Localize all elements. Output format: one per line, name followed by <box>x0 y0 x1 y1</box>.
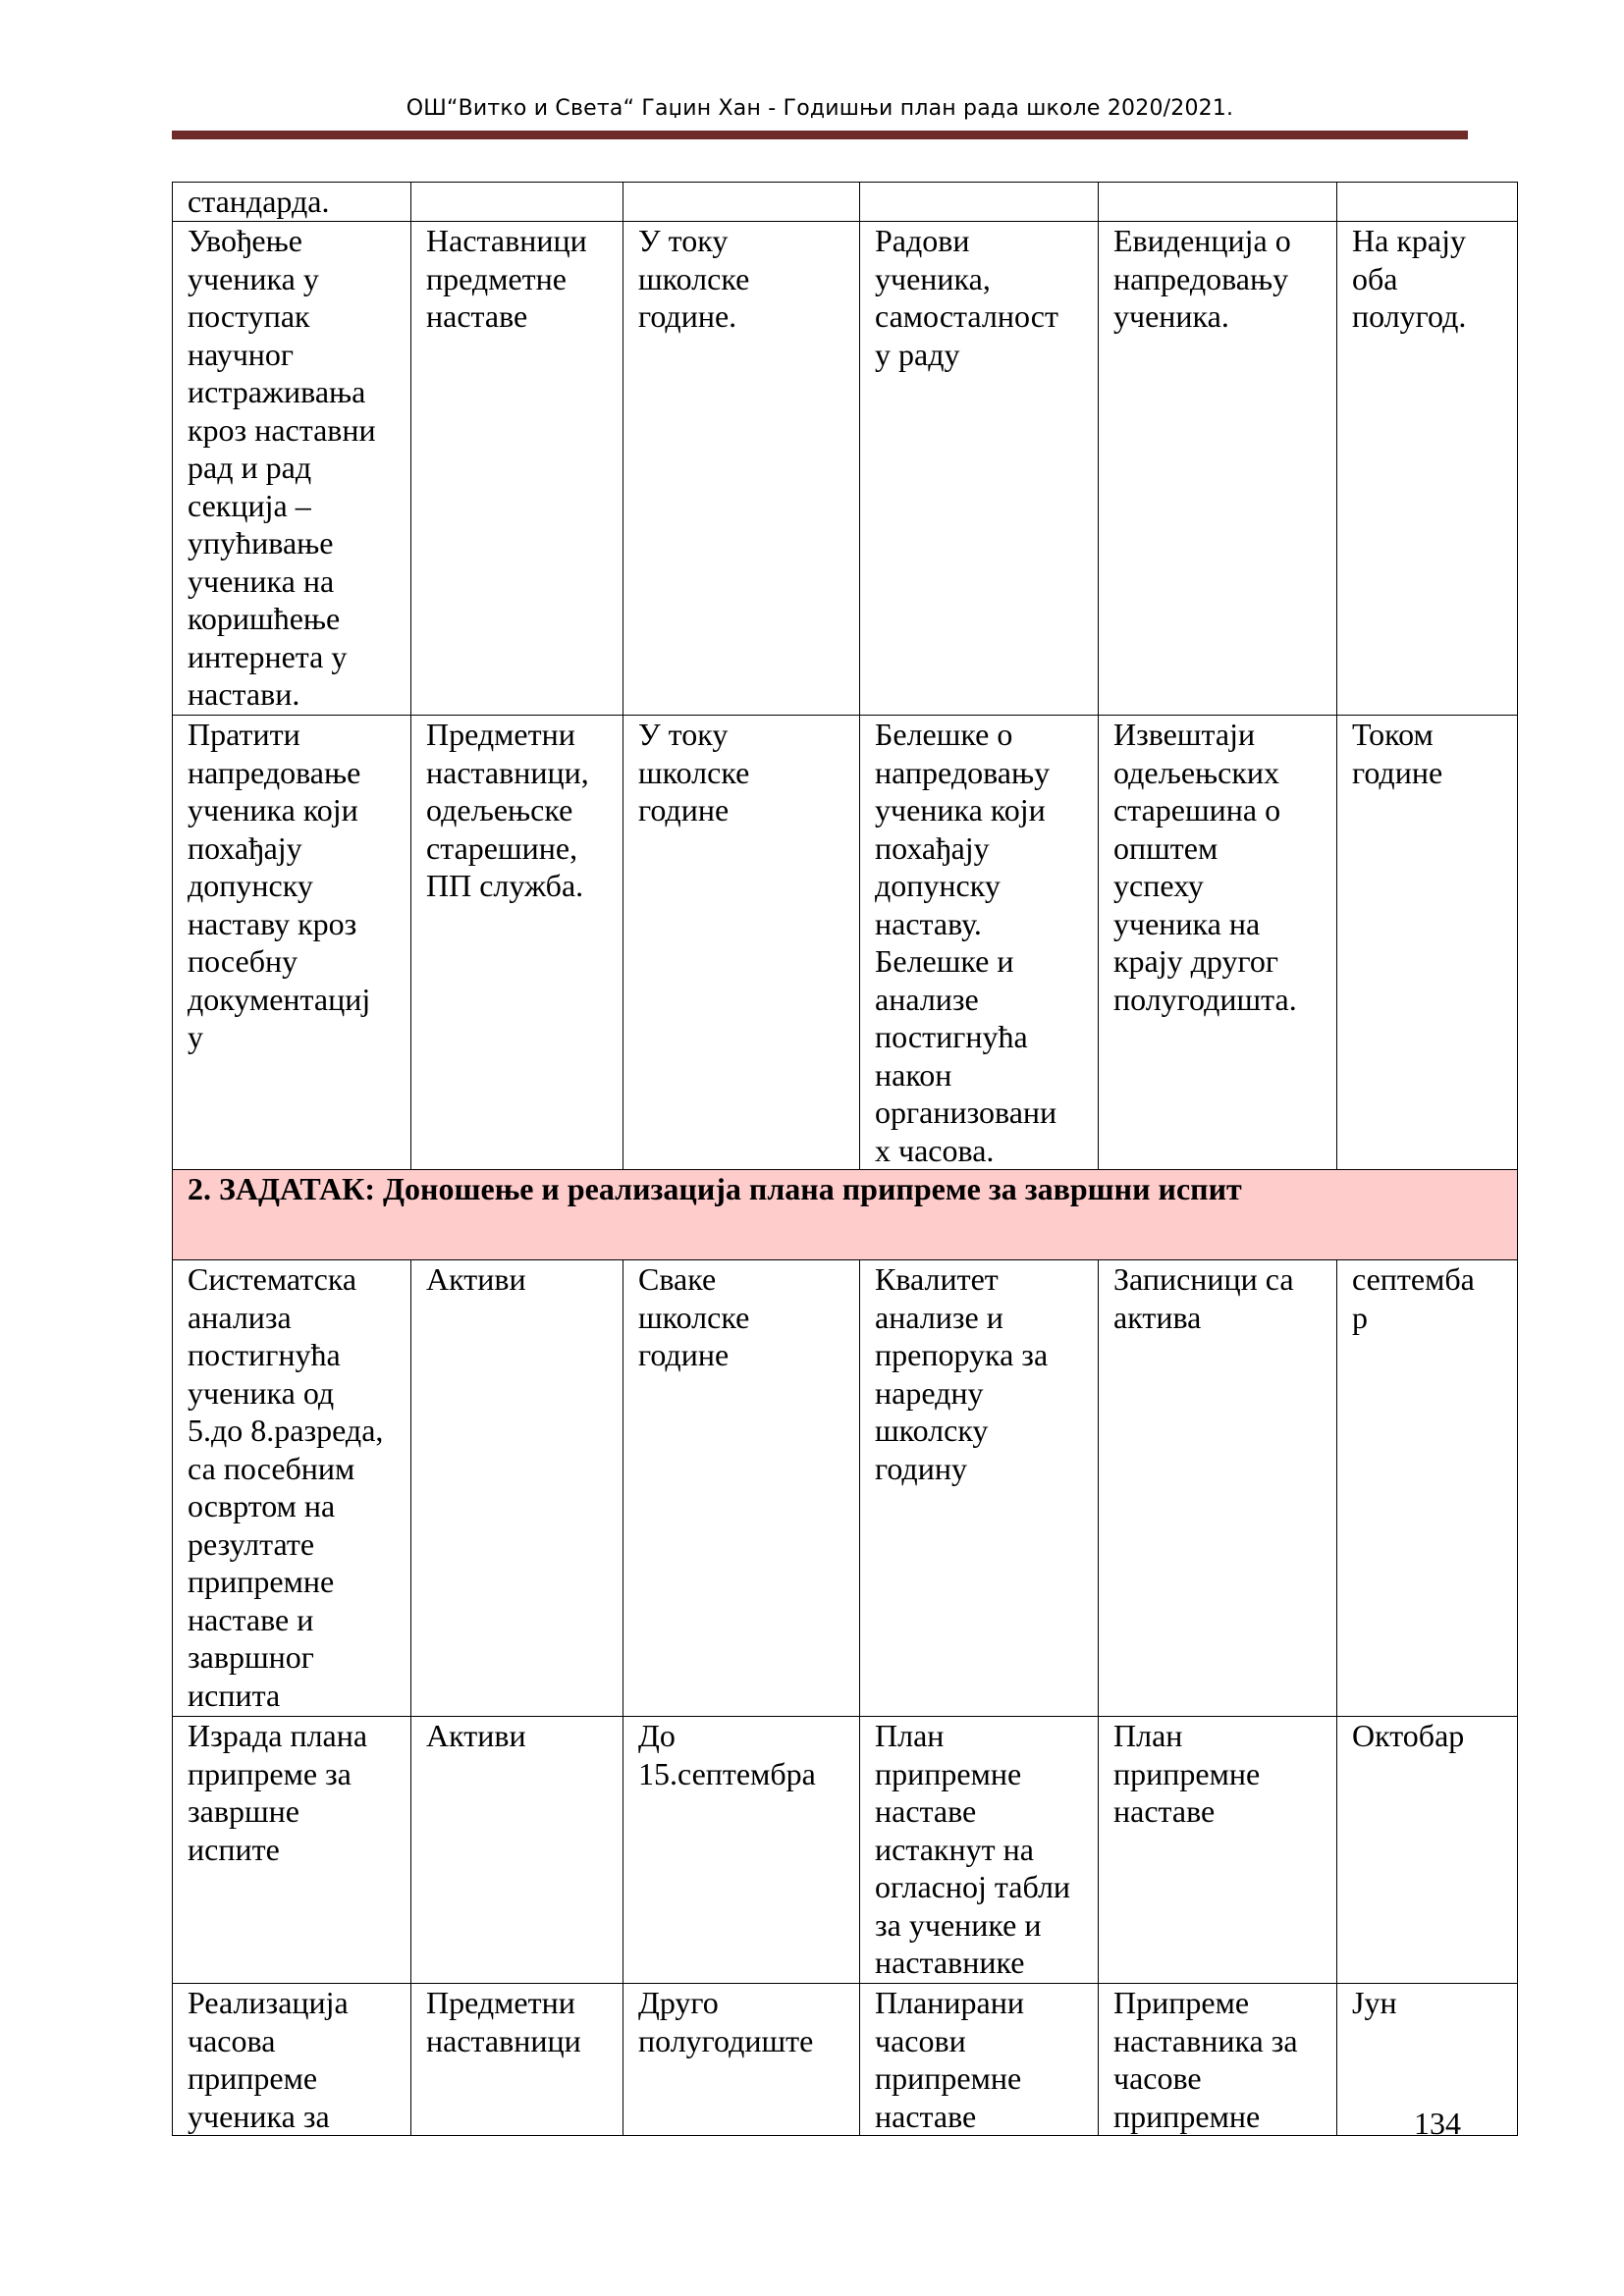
cell-text-line: ученика. <box>1113 298 1229 334</box>
cell-text-line: годину <box>875 1450 967 1486</box>
table-body-task-1 <box>173 183 1518 1170</box>
cell-text-line: наставе <box>875 1793 977 1829</box>
table-row <box>173 1984 1518 2136</box>
table-cell <box>623 222 860 716</box>
table-cell <box>1337 183 1518 222</box>
cell-text-line: наставници <box>426 2022 581 2058</box>
cell-text-line: Израда плана <box>188 1718 368 1753</box>
cell-text-line: припреме за <box>188 1755 352 1791</box>
cell-text-line: наставници, <box>426 754 589 790</box>
cell-text-line: рад и рад <box>188 450 312 485</box>
table-row <box>173 183 1518 222</box>
cell-text-line: ПП служба. <box>426 868 584 903</box>
cell-text-line: Увођење <box>188 223 302 258</box>
table-cell <box>623 1260 860 1717</box>
cell-text-line: за ученике и <box>875 1906 1042 1943</box>
cell-text-line: Пратити <box>188 717 300 752</box>
cell-text-line: 5.до 8.разреда, <box>188 1413 384 1448</box>
cell-text-line: Припреме <box>1113 1985 1250 2020</box>
table-row <box>173 1717 1518 1984</box>
table-cell <box>1099 1717 1337 1984</box>
cell-text-line: На крају <box>1352 223 1466 258</box>
cell-text-line: настави. <box>188 676 300 712</box>
cell-text-line: након <box>875 1056 952 1093</box>
cell-text-line: испита <box>188 1677 281 1713</box>
cell-text-line: Друго <box>638 1985 719 2020</box>
page-number: 134 <box>1414 2106 1461 2141</box>
cell-text-line: оба <box>1352 260 1398 296</box>
cell-text-line: Записници са <box>1113 1261 1294 1297</box>
cell-text-line: истакнут на <box>875 1831 1034 1867</box>
cell-text-line: Предметни <box>426 1985 575 2020</box>
cell-text-line: У току <box>638 717 729 752</box>
cell-text-line: ученика за <box>188 2098 330 2134</box>
cell-text-line: Активи <box>426 1718 526 1753</box>
cell-text-line: напредовању <box>1113 260 1289 296</box>
cell-text-line: секција – <box>188 487 311 523</box>
cell-text-line: старешине, <box>426 829 578 866</box>
cell-text-line: у <box>188 1019 203 1054</box>
cell-text-line: наставу кроз <box>188 905 357 941</box>
cell-text-line: крају другог <box>1113 943 1278 979</box>
table-cell <box>173 1984 411 2136</box>
table-cell <box>173 1717 411 1984</box>
cell-text-line: допунску <box>875 868 1001 903</box>
cell-text-line: напредовању <box>875 754 1051 790</box>
table-cell <box>623 1717 860 1984</box>
cell-text-line: актива <box>1113 1299 1202 1335</box>
cell-text-line: р <box>1352 1299 1368 1335</box>
table-cell <box>411 716 623 1170</box>
cell-text-line: припремне <box>1113 1755 1261 1791</box>
table-cell <box>1337 716 1518 1170</box>
cell-text-line: научног <box>188 336 295 372</box>
table-cell <box>173 183 411 222</box>
cell-text-line: постигнућа <box>875 1019 1028 1054</box>
cell-text-line: ученика на <box>1113 905 1261 941</box>
cell-text-line: припремне <box>1113 2098 1261 2134</box>
table-cell <box>1099 1984 1337 2136</box>
cell-text-line: Квалитет <box>875 1261 999 1297</box>
cell-text-line: истраживања <box>188 374 366 409</box>
table-cell <box>1099 1260 1337 1717</box>
cell-text-line: припремне <box>875 1755 1022 1791</box>
cell-text-line: успеху <box>1113 868 1204 903</box>
table-row <box>173 716 1518 1170</box>
cell-text-line: наредну <box>875 1374 984 1411</box>
cell-text-line: организовани <box>875 1095 1057 1130</box>
cell-text-line: наставе и <box>188 1601 314 1637</box>
cell-text-line: похађају <box>875 829 990 866</box>
cell-text-line: посебну <box>188 943 298 979</box>
cell-text-line: План <box>1113 1718 1183 1753</box>
cell-text-line: Извештаји <box>1113 717 1256 752</box>
cell-text-line: године. <box>638 298 737 334</box>
cell-text-line: анализе <box>875 981 979 1017</box>
cell-text-line: Јун <box>1352 1985 1397 2020</box>
table-row <box>173 222 1518 716</box>
cell-text-line: допунску <box>188 868 313 903</box>
cell-text-line: одељењске <box>426 792 573 828</box>
cell-text-line: кроз наставни <box>188 411 376 448</box>
cell-text-line: испите <box>188 1831 280 1867</box>
cell-text-line: Октобар <box>1352 1718 1465 1753</box>
cell-text-line: До <box>638 1718 676 1753</box>
cell-text-line: полугодиште <box>638 2022 814 2058</box>
cell-text-line: 15.септембра <box>638 1755 816 1791</box>
cell-text-line: Белешке и <box>875 943 1014 979</box>
cell-text-line: године <box>1352 754 1443 790</box>
cell-text-line: упућивање <box>188 525 334 561</box>
table-row <box>173 1260 1518 1717</box>
cell-text-line: Реализација <box>188 1985 349 2020</box>
cell-text-line: школске <box>638 1299 750 1335</box>
cell-text-line: године <box>638 1337 730 1372</box>
cell-text-line: припремне <box>875 2060 1022 2096</box>
table-cell <box>860 1260 1099 1717</box>
cell-text-line: напредовање <box>188 754 361 790</box>
cell-text-line: документациј <box>188 981 371 1017</box>
table-cell <box>1337 222 1518 716</box>
table-cell <box>1099 183 1337 222</box>
table-cell <box>860 716 1099 1170</box>
table-cell <box>411 1984 623 2136</box>
cell-text-line: наставнике <box>875 1945 1025 1980</box>
cell-text-line: припреме <box>188 2060 318 2096</box>
cell-text-line: часови <box>875 2022 966 2058</box>
cell-text-line: у раду <box>875 336 960 372</box>
cell-text-line: Планирани <box>875 1985 1024 2020</box>
cell-text-line: похађају <box>188 829 302 866</box>
table-cell <box>173 1260 411 1717</box>
cell-text-line: огласној табли <box>875 1869 1071 1904</box>
cell-text-line: самосталност <box>875 298 1058 334</box>
cell-text-line: одељењских <box>1113 754 1280 790</box>
cell-text-line: наставе <box>1113 1793 1216 1829</box>
header-rule <box>172 131 1468 139</box>
cell-text-line: ученика у <box>188 260 319 296</box>
cell-text-line: постигнућа <box>188 1337 341 1372</box>
table-cell <box>860 1984 1099 2136</box>
cell-text-line: завршне <box>188 1793 299 1829</box>
plan-table <box>172 182 1518 2136</box>
cell-text-line: наставника за <box>1113 2022 1298 2058</box>
cell-text-line: анализе и <box>875 1299 1003 1335</box>
cell-text-line: године <box>638 792 730 828</box>
table-cell <box>860 183 1099 222</box>
cell-text-line: Предметни <box>426 717 575 752</box>
cell-text-line: ученика који <box>875 792 1046 828</box>
table-cell <box>623 1984 860 2136</box>
cell-text-line: Радови <box>875 223 970 258</box>
cell-text-line: Евиденција о <box>1113 223 1291 258</box>
cell-text-line: ученика који <box>188 792 358 828</box>
cell-text-line: школску <box>875 1413 989 1448</box>
cell-text-line: ученика на <box>188 562 335 599</box>
cell-text-line: освртом на <box>188 1488 336 1523</box>
cell-text-line: часова <box>188 2022 276 2058</box>
cell-text-line: ученика, <box>875 260 991 296</box>
table-cell <box>860 1717 1099 1984</box>
cell-text-line: полугод. <box>1352 298 1467 334</box>
cell-text-line: наставе <box>875 2098 977 2134</box>
cell-text-line: х часова. <box>875 1132 995 1168</box>
cell-text-line: полугодишта. <box>1113 981 1297 1017</box>
cell-text-line: припремне <box>188 1564 335 1599</box>
cell-text-line: Активи <box>426 1261 526 1297</box>
table-cell <box>1337 1717 1518 1984</box>
cell-text-line: наставу. <box>875 905 982 941</box>
table-cell <box>860 222 1099 716</box>
cell-text-line: са посебним <box>188 1450 355 1486</box>
cell-text-line: Наставници <box>426 223 587 258</box>
section-row-wrapper <box>173 1170 1518 1260</box>
table-cell <box>1337 1260 1518 1717</box>
table-cell <box>411 222 623 716</box>
cell-text-line: часове <box>1113 2060 1202 2096</box>
cell-text-line: У току <box>638 223 729 258</box>
table-cell <box>173 716 411 1170</box>
section-title: 2. ЗАДАТАК: Доношење и реализација плана припреме за завршни испит <box>173 1170 1518 1260</box>
cell-text-line: резултате <box>188 1525 315 1562</box>
cell-text-line: завршног <box>188 1639 314 1675</box>
cell-text-line: интернета у <box>188 638 348 674</box>
table-cell <box>411 1717 623 1984</box>
table-cell <box>623 716 860 1170</box>
cell-text-line: Сваке <box>638 1261 717 1297</box>
cell-text-line: ученика од <box>188 1374 335 1411</box>
cell-text-line: школске <box>638 260 750 296</box>
table-cell <box>173 222 411 716</box>
table-cell <box>411 183 623 222</box>
table-cell <box>1099 716 1337 1170</box>
cell-text-line: школске <box>638 754 750 790</box>
cell-text-line: стандарда. <box>188 184 330 219</box>
cell-text-line: Белешке о <box>875 717 1013 752</box>
cell-text-line: анализа <box>188 1299 292 1335</box>
cell-text-line: Систематска <box>188 1261 357 1297</box>
cell-text-line: септемба <box>1352 1261 1475 1297</box>
section-row <box>173 1170 1518 1260</box>
cell-text-line: поступак <box>188 298 310 334</box>
cell-text-line: наставе <box>426 298 528 334</box>
cell-text-line: План <box>875 1718 945 1753</box>
table-body-task-2 <box>173 1260 1518 2136</box>
cell-text-line: општем <box>1113 829 1218 866</box>
cell-text-line: препорука за <box>875 1337 1049 1372</box>
cell-text-line: предметне <box>426 260 567 296</box>
table-cell <box>1099 222 1337 716</box>
table-cell <box>411 1260 623 1717</box>
page-header: ОШ“Витко и Света“ Гаџин Хан - Годишњи план рада школе 2020/2021. <box>406 96 1234 121</box>
cell-text-line: коришћење <box>188 601 341 636</box>
cell-text-line: Током <box>1352 717 1434 752</box>
table-cell <box>623 183 860 222</box>
cell-text-line: старешина о <box>1113 792 1281 828</box>
